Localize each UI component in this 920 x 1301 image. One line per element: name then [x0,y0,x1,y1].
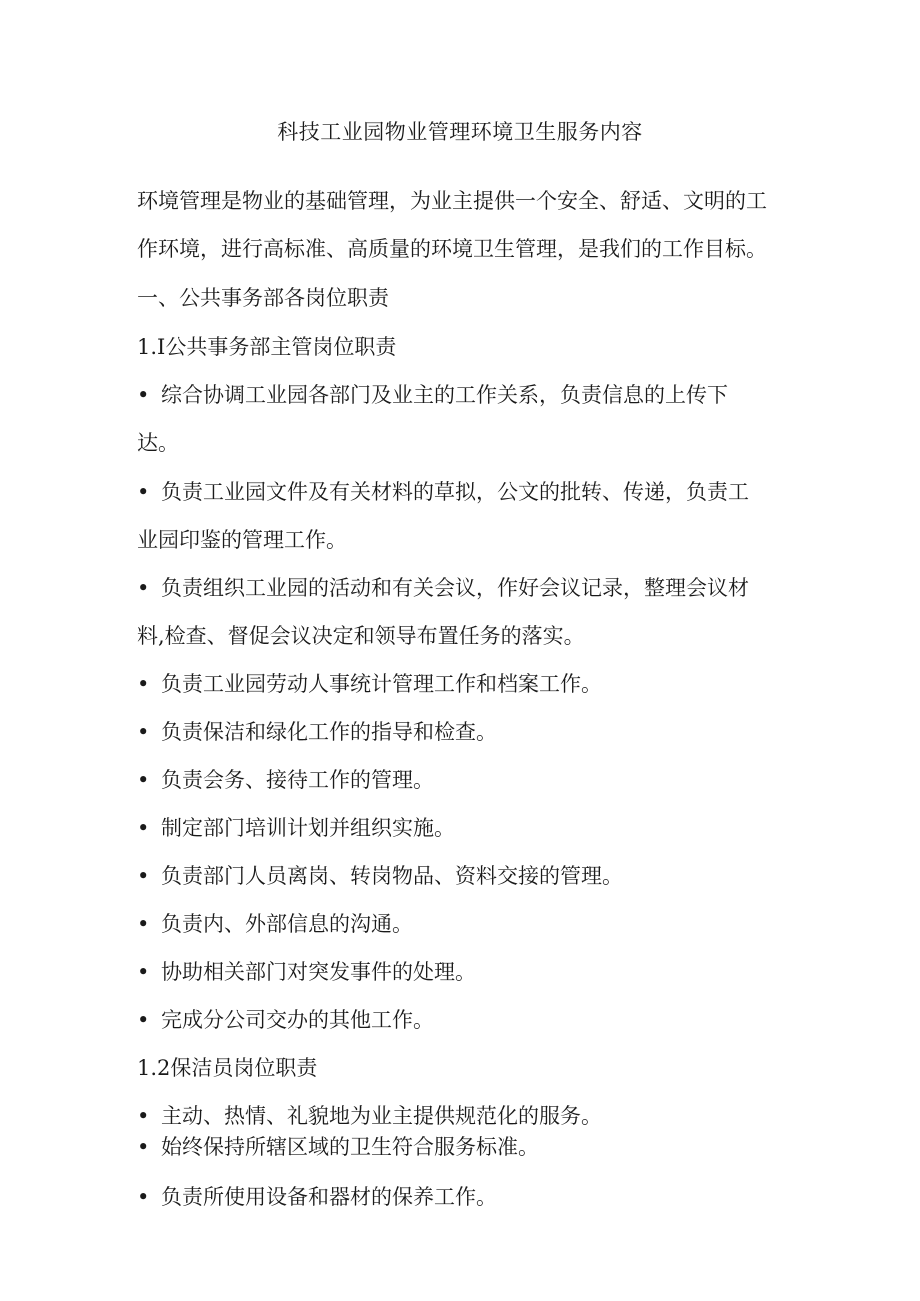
list-item-text: 负责所使用设备和器材的保养工作。 [161,1185,497,1209]
list-item [137,957,476,987]
list-item [137,477,749,507]
list-item-continuation: 业园印鉴的管理工作。 [137,528,347,552]
list-item [137,1132,539,1162]
list-item-text: 负责保洁和绿化工作的指导和检查。 [161,720,497,744]
bullet-icon: • [137,480,150,504]
intro-paragraph-line-2: 作环境，进行高标准、高质量的环境卫生管理，是我们的工作目标。 [137,237,767,261]
list-item [137,573,749,603]
list-item-text: 主动、热情、礼貌地为业主提供规范化的服务。 [161,1104,602,1128]
bullet-icon: • [137,864,150,888]
list-item-continuation: 料,检查、督促会议决定和领导布置任务的落实。 [137,624,585,648]
section-heading: 一、公共事务部各岗位职责 [137,286,389,310]
bullet-icon: • [137,1008,150,1032]
bullet-icon: • [137,720,150,744]
list-item [137,717,497,747]
list-item-text: 负责部门人员离岗、转岗物品、资料交接的管理。 [161,864,623,888]
bullet-icon: • [137,672,150,696]
list-item-text: 协助相关部门对突发事件的处理。 [161,960,476,984]
subsection-heading-1-1: 1.I公共事务部主管岗位职责 [137,335,397,359]
list-item-text: 负责会务、接待工作的管理。 [161,768,434,792]
bullet-icon: • [137,912,150,936]
document-title: 科技工业园物业管理环境卫生服务内容 [277,120,643,144]
bullet-icon: • [137,383,150,407]
list-item-continuation: 达。 [137,431,179,455]
list-item [137,765,434,795]
list-item [137,669,602,699]
list-item [137,861,623,891]
list-item-text: 综合协调工业园各部门及业主的工作关系，负责信息的上传下 [161,383,728,407]
list-item [137,813,455,843]
list-item [137,1182,497,1212]
list-item [137,909,413,939]
bullet-icon: • [137,1104,150,1128]
bullet-icon: • [137,1185,150,1209]
bullet-icon: • [137,768,150,792]
list-item [137,380,728,410]
intro-paragraph-line-1: 环境管理是物业的基础管理，为业主提供一个安全、舒适、文明的工 [137,189,767,213]
list-item [137,1005,434,1035]
list-item-text: 完成分公司交办的其他工作。 [161,1008,434,1032]
bullet-icon: • [137,960,150,984]
list-item-text: 负责组织工业园的活动和有关会议，作好会议记录，整理会议材 [161,576,749,600]
list-item-text: 负责工业园文件及有关材料的草拟，公文的批转、传递，负责工 [161,480,749,504]
subsection-heading-1-2: 1.2保洁员岗位职责 [137,1056,318,1080]
list-item [137,1101,602,1131]
list-item-text: 始终保持所辖区域的卫生符合服务标准。 [161,1135,539,1159]
bullet-icon: • [137,576,150,600]
list-item-text: 负责内、外部信息的沟通。 [161,912,413,936]
bullet-icon: • [137,1135,150,1159]
list-item-text: 制定部门培训计划并组织实施。 [161,816,455,840]
bullet-icon: • [137,816,150,840]
list-item-text: 负责工业园劳动人事统计管理工作和档案工作。 [161,672,602,696]
